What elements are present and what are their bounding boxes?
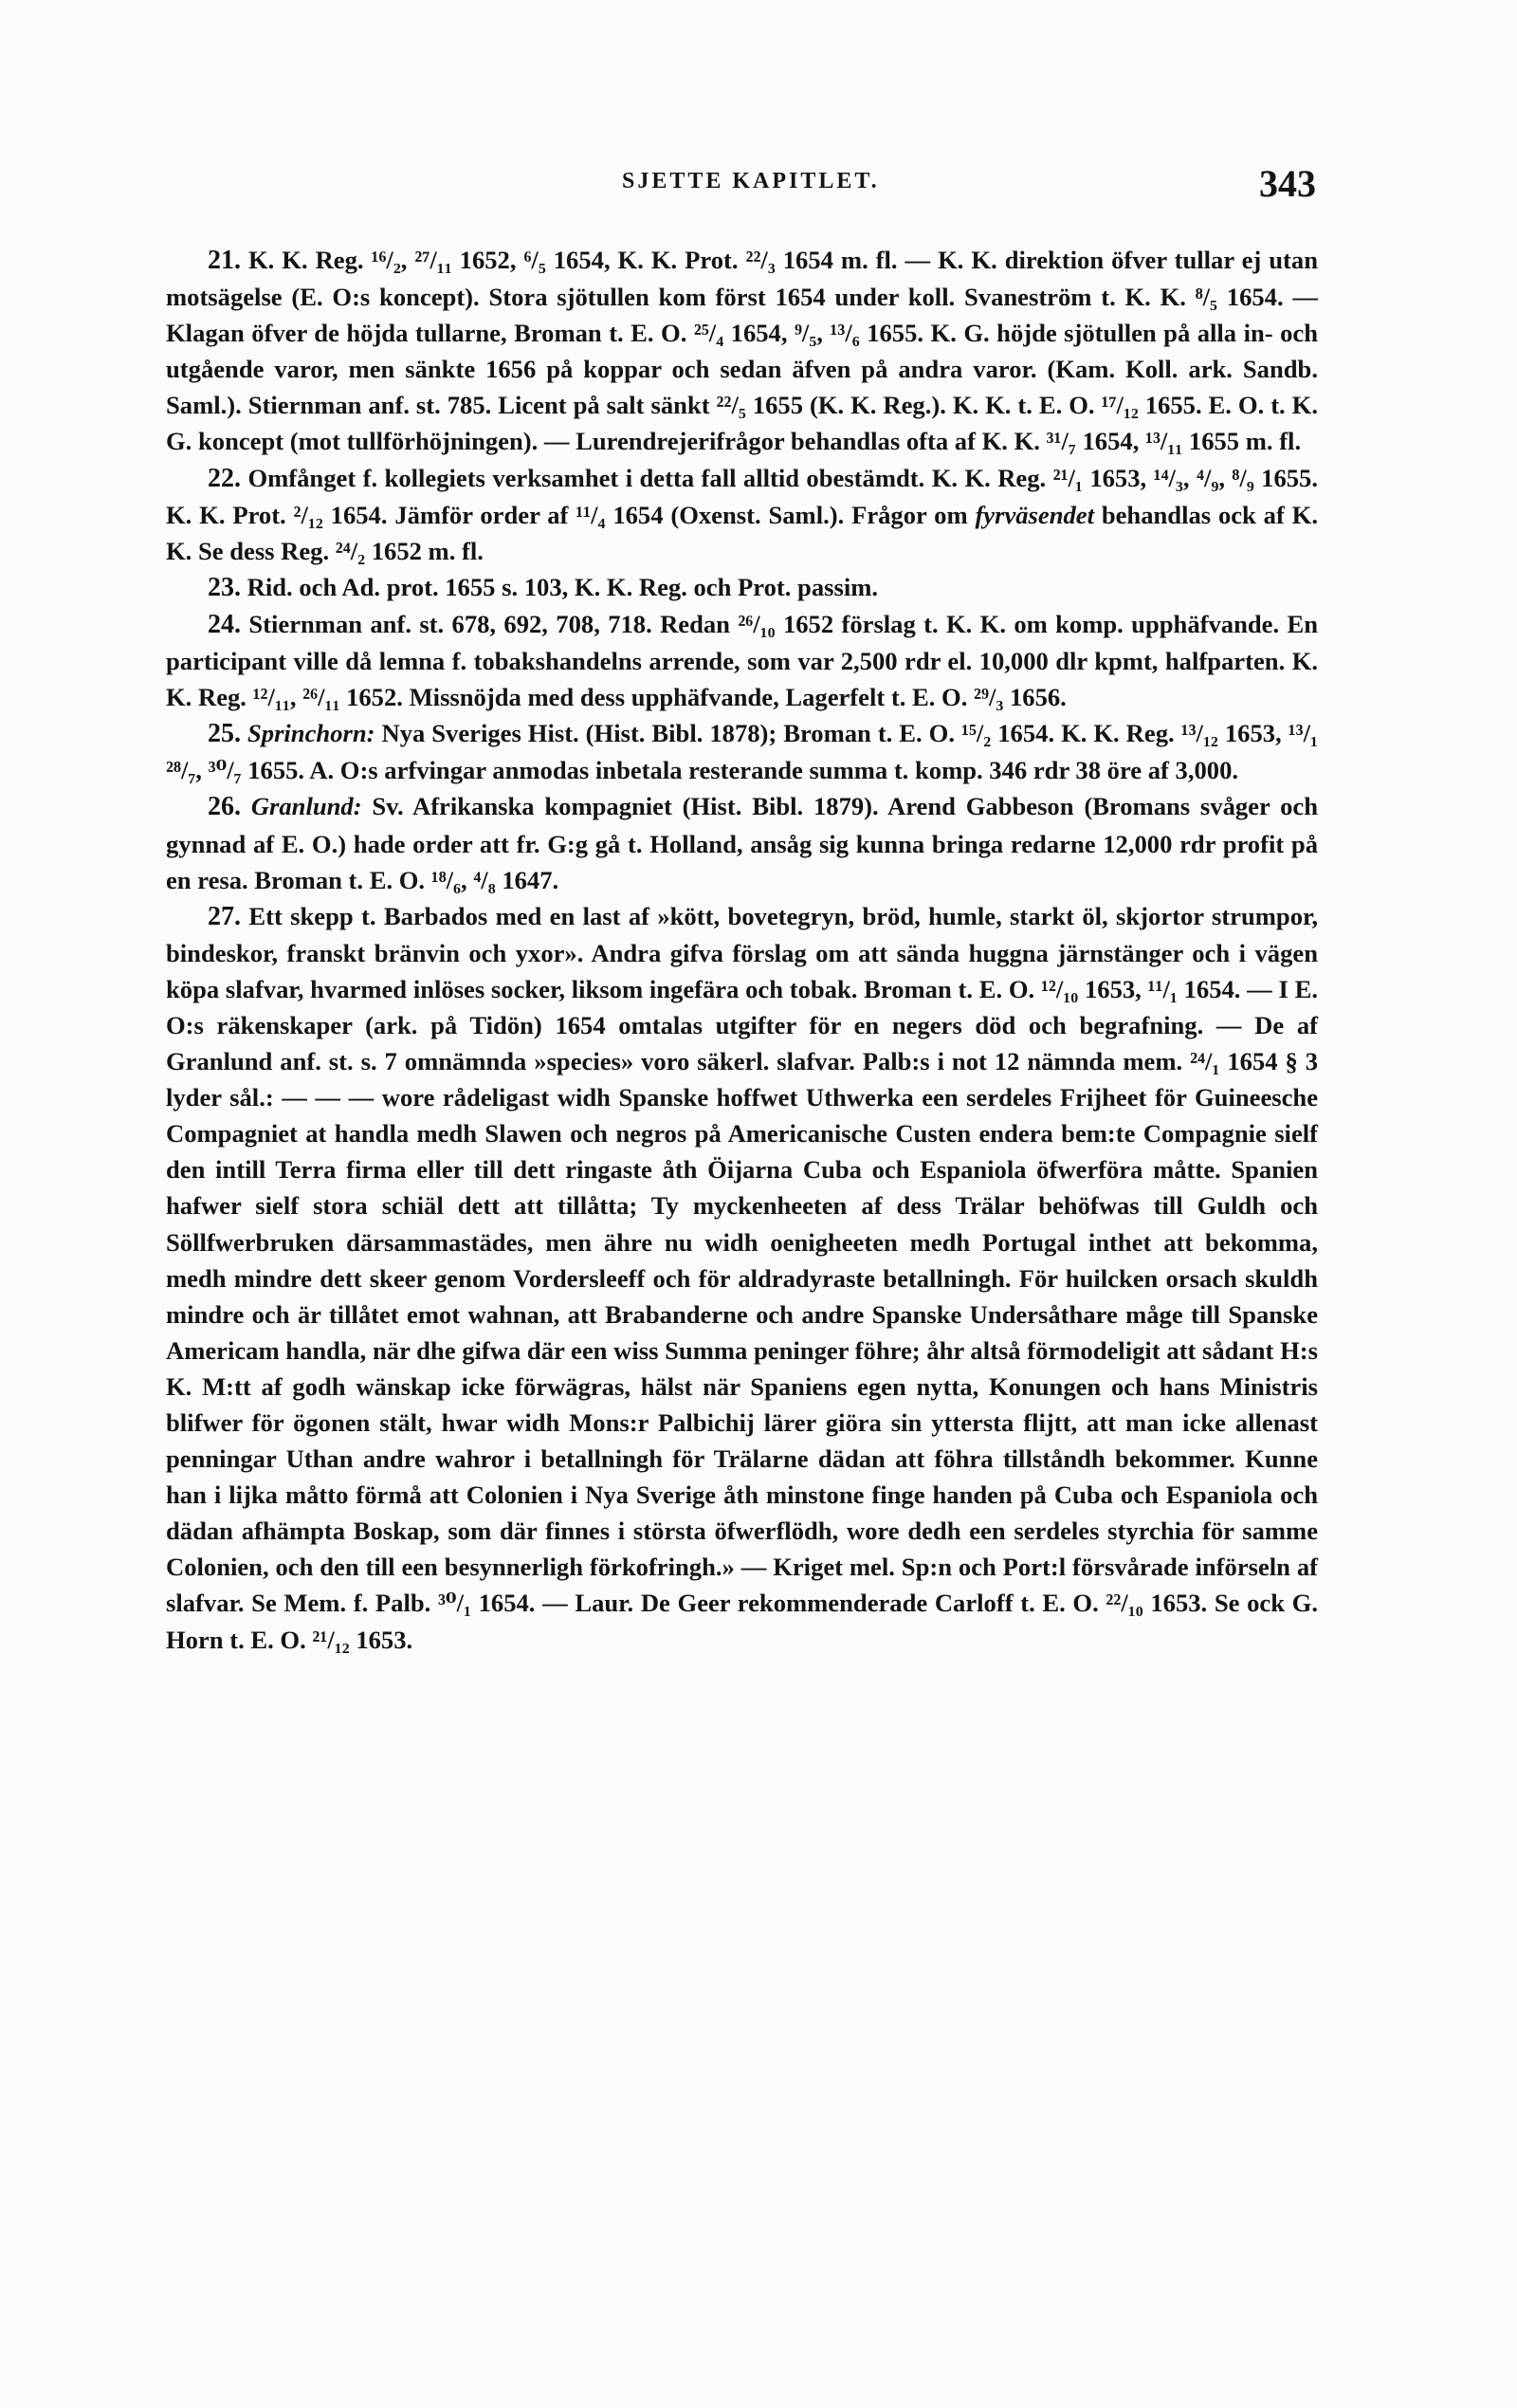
note-number: 24. (208, 609, 241, 639)
note-author: Granlund: (250, 792, 362, 821)
note-number: 26. (208, 792, 241, 822)
note-author: Sprinchorn: (247, 719, 375, 748)
running-title: SJETTE KAPITLET. (622, 169, 880, 193)
page-number: 343 (1259, 162, 1316, 205)
note-number: 27. (208, 901, 241, 931)
note-24 (166, 606, 1318, 715)
note-text: K. K. Reg. ¹⁶/₂, ²⁷/₁₁ 1652, ⁶/₅ 1654, K. K. Prot. ²²/₃ 1654 m. fl. — K. K. direktion öfver tullar ej utan motsägelse (E. O:s koncept). Stora sjötullen kom först 1654 under koll. Svaneström t. K. K. ⁸/₅ 1654. — Klagan öfver de höjda tullarne, Broman t. E. O. ²⁵/₄ 1654, ⁹/₅, ¹³/₆ 1655. K. G. höjde sjötullen på alla in- och utgående varor, men sänkte 1656 på koppar och sedan äfven på andra varor. (Kam. Koll. ark. Sandb. Saml.). Stiernman anf. st. 785. Licent på salt sänkt ²²/₅ 1655 (K. K. Reg.). K. K. t. E. O. ¹⁷/₁₂ 1655. E. O. t. K. G. koncept (mot tullförhöjningen). — Lurendrejerifrågor behandlas ofta af K. K. ³¹/₇ 1654, ¹³/₁₁ 1655 m. fl. (166, 246, 1318, 456)
note-italic-term: fyrväsendet (975, 500, 1094, 529)
note-number: 21. (208, 246, 241, 275)
note-number: 25. (208, 719, 241, 749)
note-text: Ett skepp t. Barbados med en last af »kött, bovetegryn, bröd, humle, starkt öl, skjortor strumpor, bindeskor, franskt bränvin och yxor». Andra gifva förslag om att sända huggna järnstänger och i vägen köpa slafvar, hvarmed inlöses socker, liksom ingefära och tobak. Broman t. E. O. ¹²/₁₀ 1653, ¹¹/₁ 1654. — I E. O:s räkenskaper (ark. på Tidön) 1654 omtalas utgifter för en negers död och begrafning. — De af Granlund anf. st. s. 7 omnämnda »species» voro säkerl. slafvar. Palb:s i not 12 nämnda mem. ²⁴/₁ 1654 § 3 lyder sål.: — — — wore rådeligast widh Spanske hoffwet Uthwerka een serdeles Frijheet för Guineesche Compagniet at handla medh Slawen och negros på Americanische Custen endera bem:te Compagnie sielf den intill Terra firma eller till dett ringaste åth Öijarna Cuba och Espaniola öfwerföra måtte. Spanien hafwer sielf stora schiäl dett att tillåtta; Ty myckenheeten af dess Trälar behöfwas till Guldh och Söllfwerbruken därsammastädes, men ähre nu widh oenigheeten medh Portugal inthet att bekomma, medh mindre dett skeer genom Vordersleeff och för aldradyraste betallningh. För huilcken orsach skuldh mindre och är tillåtet emot wahnan, att Brabanderne och andre Spanske Undersåthare måge till Spanske Americam handla, när dhe gifwa där een wiss Summa peninger föhre; åhr altså förmodeligit att sådant H:s K. M:tt af godh wänskap icke förwägras, hälst när Spaniens egen nytta, Konungen och hans Ministris blifwer för ögonen stält, hwar widh Mons:r Palbichij lärer giöra sin yttersta flijtt, att man icke allenast penningar Uthan andre wahror i betallningh för Trälarne dädan att föhra tillståndh bekommer. Kunne han i lijka måtto förmå att Colonien i Nya Sverige åth minstone finge handen på Cuba och Espaniola och dädan afhämpta Boskap, som där finnes i största öfwerflödh, wore dedh een serdeles styrchia för samme Colonien, och den till een besynnerligh förkofringh.» — Kriget mel. Sp:n och Port:l försvårade införseln af slafvar. Se Mem. f. Palb. ³⁰/₁ 1654. — Laur. De Geer rekommenderade Carloff t. E. O. ²²/₁₀ 1653. Se ock G. Horn t. E. O. ²¹/₁₂ 1653. (166, 901, 1319, 1654)
note-23 (166, 569, 1318, 606)
note-number: 22. (208, 463, 241, 493)
note-text: Nya Sveriges Hist. (Hist. Bibl. 1878); Broman t. E. O. ¹⁵/₂ 1654. K. K. Reg. ¹³/₁₂ 1653, ¹³/₁ ²⁸/₇, ³⁰/₇ 1655. A. O:s arfvingar anmodas inbetala resterande summa t. komp. 346 rdr 38 öre af 3,000. (166, 719, 1318, 785)
note-26 (166, 788, 1318, 897)
note-text: Sv. Afrikanska kompagniet (Hist. Bibl. 1879). Arend Gabbeson (Bromans svåger och gynnad af E. O.) hade order att fr. G:g gå t. Holland, ansåg sig kunna bringa redarne 12,000 rdr profit på en resa. Broman t. E. O. ¹⁸/₆, ⁴/₈ 1647. (166, 792, 1318, 894)
note-text: Rid. och Ad. prot. 1655 s. 103, K. K. Reg. och Prot. passim. (247, 572, 879, 601)
note-21 (166, 242, 1318, 460)
note-text: Omfånget f. kollegiets verksamhet i detta fall alltid obestämdt. K. K. Reg. ²¹/₁ 1653, ¹⁴/₃, ⁴/₉, ⁸/₉ 1655. K. K. Prot. ²/₁₂ 1654. Jämför order af ¹¹/₄ 1654 (Oxenst. Saml.). Frågor om (166, 463, 1318, 529)
notes-body (166, 242, 1318, 1658)
note-number: 23. (208, 572, 241, 602)
note-text-continued: behandlas ock af K. K. Se dess Reg. ²⁴/₂ 1652 m. fl. (166, 500, 1318, 565)
running-head (169, 162, 1316, 216)
note-text: Stiernman anf. st. 678, 692, 708, 718. Redan ²⁶/₁₀ 1652 förslag t. K. K. om komp. upphäfvande. En participant ville då lemna f. tobakshandelns arrende, som var 2,500 rdr el. 10,000 dlr kpmt, halfparten. K. K. Reg. ¹²/₁₁, ²⁶/₁₁ 1652. Missnöjda med dess upphäfvande, Lagerfelt t. E. O. ²⁹/₃ 1656. (166, 609, 1318, 712)
note-27 (166, 898, 1318, 1658)
note-22 (166, 460, 1318, 569)
note-25 (166, 715, 1318, 788)
